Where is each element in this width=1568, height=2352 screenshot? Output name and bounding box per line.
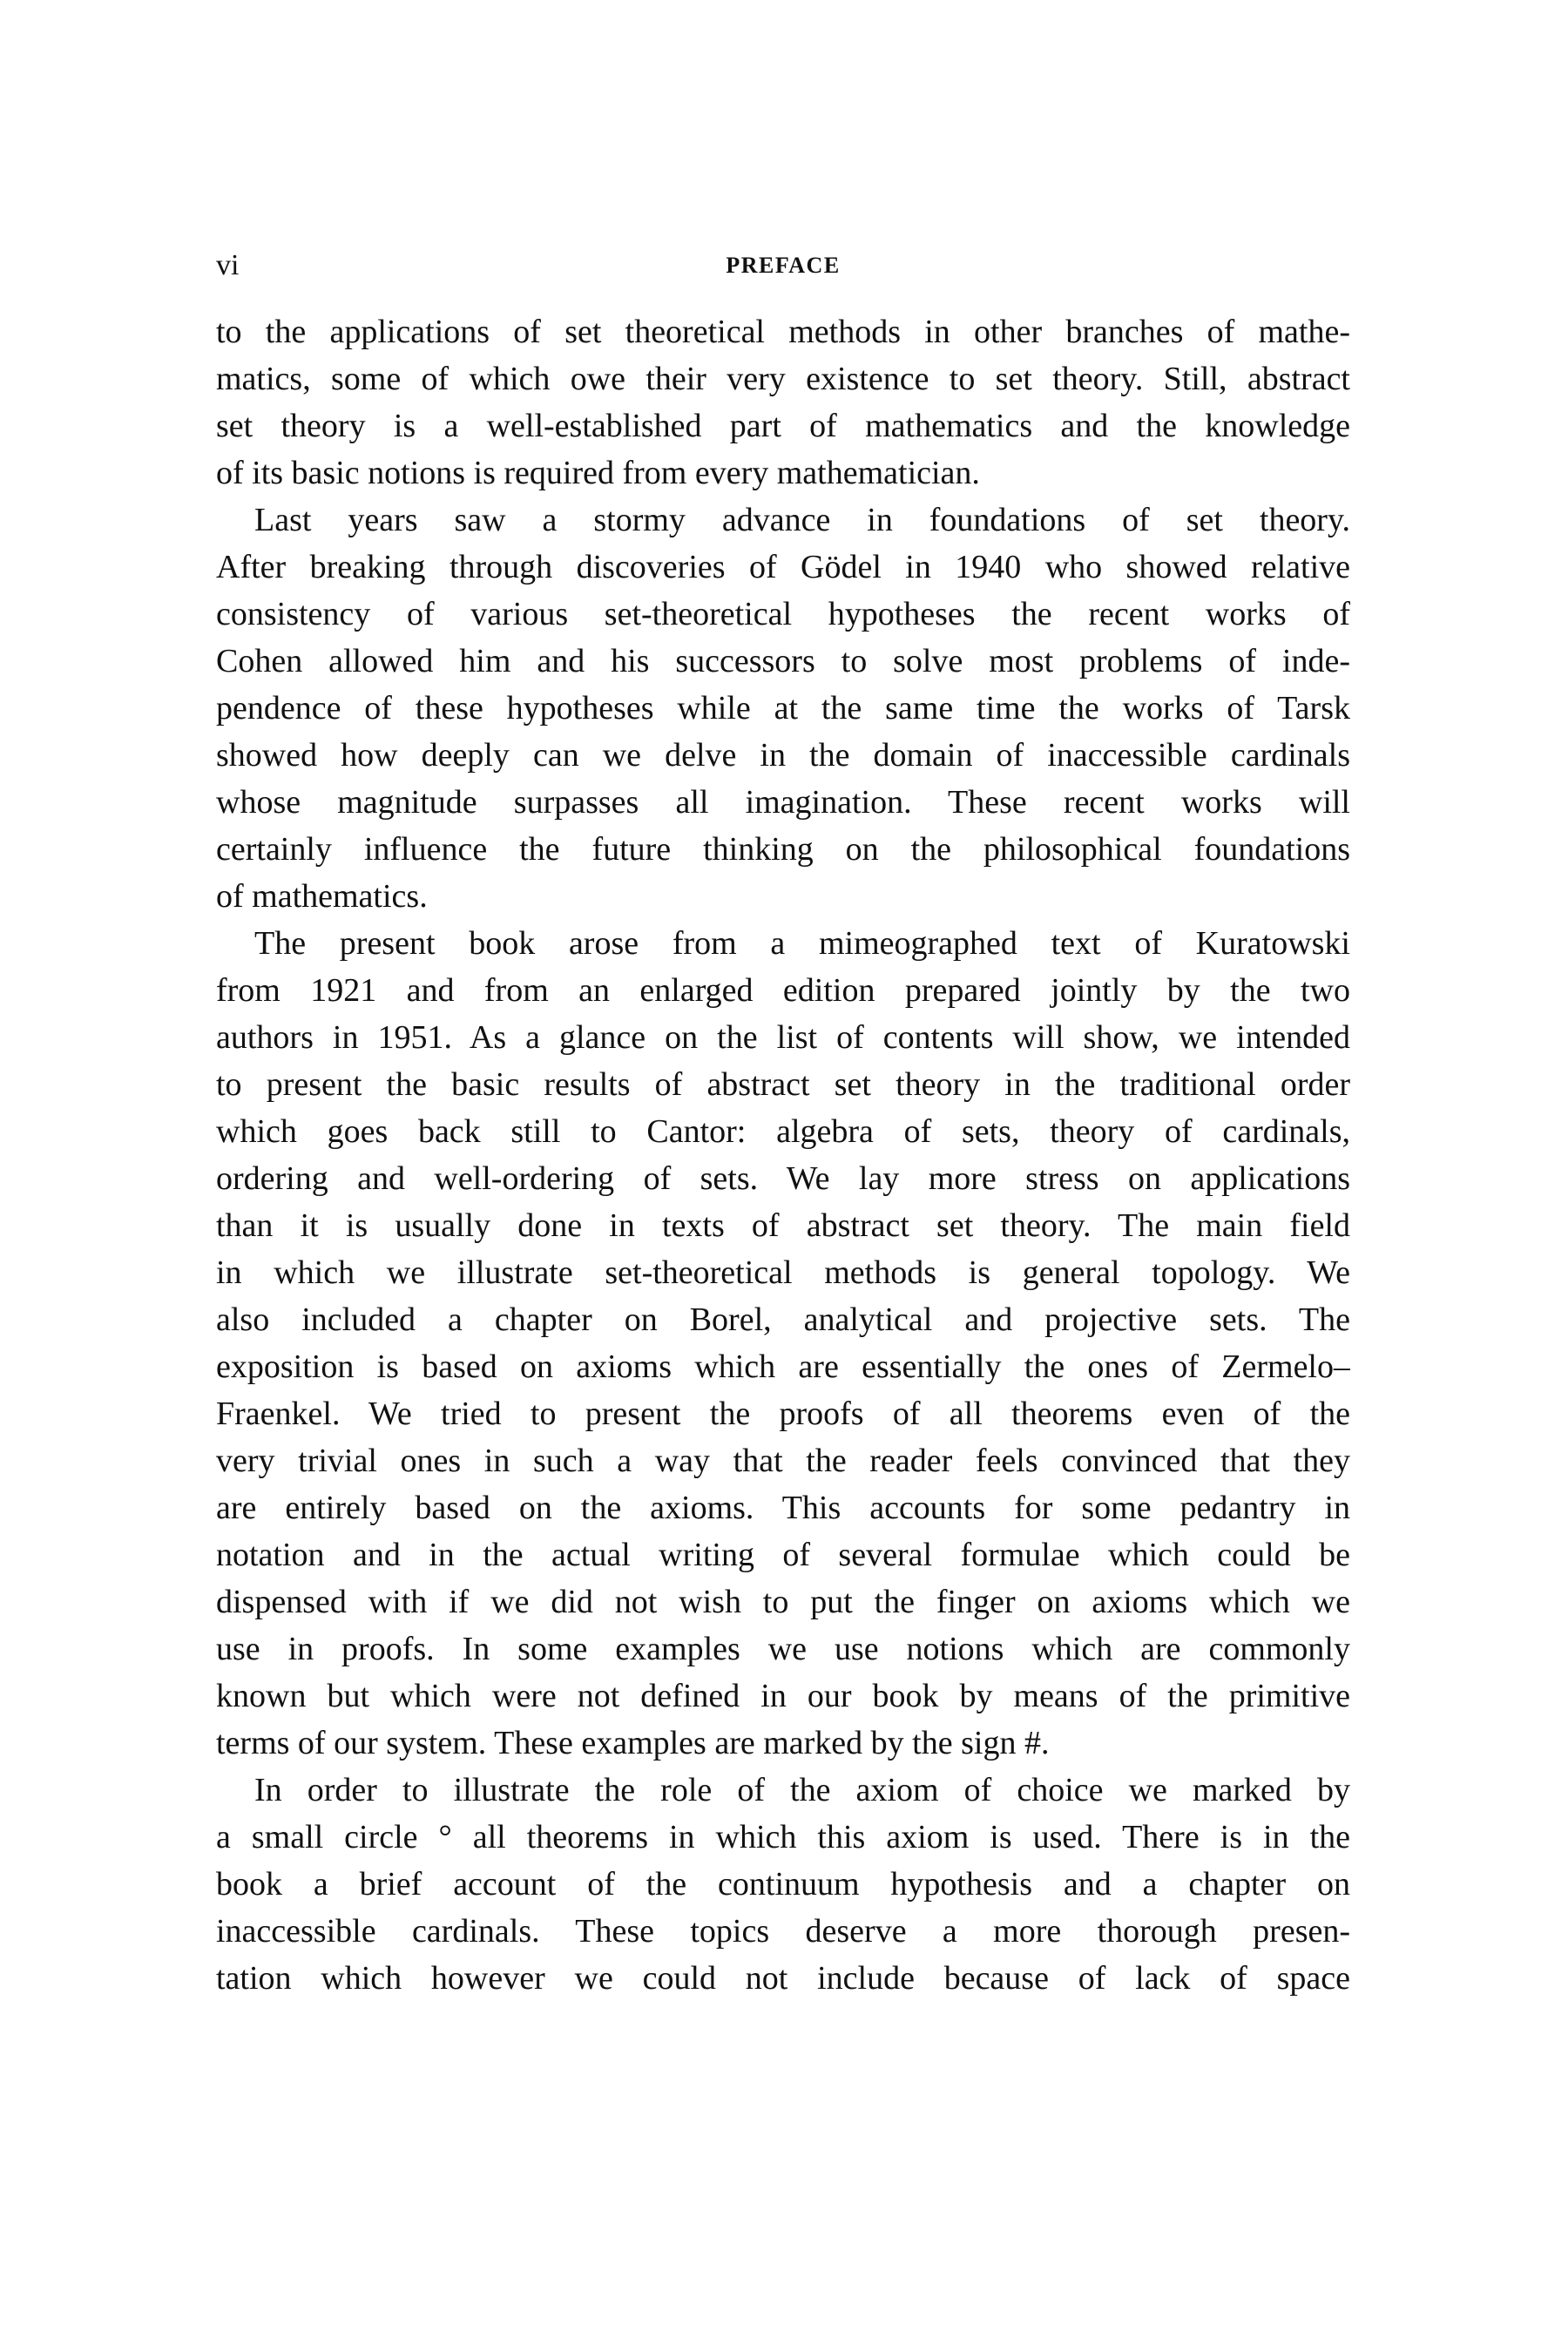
text-line: inaccessible cardinals. These topics deserve a more thorough presen- xyxy=(216,1913,1350,1950)
text-line: notation and in the actual writing of several formulae which could be xyxy=(216,1537,1350,1573)
paragraph-1 xyxy=(216,308,1350,497)
text-line: in which we illustrate set-theoretical methods is general topology. We xyxy=(216,1254,1350,1291)
text-line: known but which were not defined in our book by means of the primitive xyxy=(216,1678,1350,1714)
text-line: set theory is a well-established part of mathematics and the knowledge xyxy=(216,408,1350,444)
paragraph-2 xyxy=(216,497,1350,920)
text-line: After breaking through discoveries of Gödel in 1940 who showed relative xyxy=(216,549,1350,585)
text-line: The present book arose from a mimeographed text of Kuratowski xyxy=(254,925,1350,962)
text-line: to the applications of set theoretical methods in other branches of mathe- xyxy=(216,314,1350,350)
text-line: pendence of these hypotheses while at the same time the works of Tarsk xyxy=(216,690,1350,727)
text-line: tation which however we could not include because of lack of space xyxy=(216,1960,1350,1997)
text-line: In order to illustrate the role of the axiom of choice we marked by xyxy=(254,1772,1350,1808)
text-line: showed how deeply can we delve in the domain of inaccessible cardinals xyxy=(216,737,1350,774)
text-line: use in proofs. In some examples we use notions which are commonly xyxy=(216,1631,1350,1667)
text-line: to present the basic results of abstract set theory in the traditional order xyxy=(216,1066,1350,1103)
running-head: PREFACE xyxy=(726,253,841,278)
text-line: are entirely based on the axioms. This accounts for some pedantry in xyxy=(216,1490,1350,1526)
text-line: Last years saw a stormy advance in foundations of set theory. xyxy=(254,502,1350,538)
text-line: of mathematics. xyxy=(216,878,428,915)
text-line: very trivial ones in such a way that the reader feels convinced that they xyxy=(216,1443,1350,1479)
text-line: authors in 1951. As a glance on the list of contents will show, we intended xyxy=(216,1019,1350,1056)
text-line: matics, some of which owe their very existence to set theory. Still, abstract xyxy=(216,361,1350,397)
text-line: book a brief account of the continuum hypothesis and a chapter on xyxy=(216,1866,1350,1903)
text-line: of its basic notions is required from every mathematician. xyxy=(216,455,980,491)
page-header xyxy=(216,244,1350,287)
text-line: from 1921 and from an enlarged edition prepared jointly by the two xyxy=(216,972,1350,1009)
text-line: whose magnitude surpasses all imagination. These recent works will xyxy=(216,784,1350,821)
text-line: than it is usually done in texts of abstract set theory. The main field xyxy=(216,1207,1350,1244)
text-line: also included a chapter on Borel, analytical and projective sets. The xyxy=(216,1301,1350,1338)
text-line: exposition is based on axioms which are essentially the ones of Zermelo– xyxy=(216,1348,1350,1385)
text-line: which goes back still to Cantor: algebra of sets, theory of cardinals, xyxy=(216,1113,1350,1150)
body-text xyxy=(216,308,1350,2002)
text-line: dispensed with if we did not wish to put the finger on axioms which we xyxy=(216,1584,1350,1620)
text-line: terms of our system. These examples are marked by the sign #. xyxy=(216,1725,1050,1761)
paragraph-4 xyxy=(216,1767,1350,2002)
text-line: certainly influence the future thinking on the philosophical foundations xyxy=(216,831,1350,868)
paragraph-3 xyxy=(216,920,1350,1767)
page-number: vi xyxy=(216,249,240,281)
text-line: Fraenkel. We tried to present the proofs of all theorems even of the xyxy=(216,1396,1350,1432)
text-line: ordering and well-ordering of sets. We lay more stress on applications xyxy=(216,1160,1350,1197)
text-line: a small circle ° all theorems in which this axiom is used. There is in the xyxy=(216,1819,1350,1855)
text-line: Cohen allowed him and his successors to solve most problems of inde- xyxy=(216,643,1350,679)
text-line: consistency of various set-theoretical hypotheses the recent works of xyxy=(216,596,1350,632)
